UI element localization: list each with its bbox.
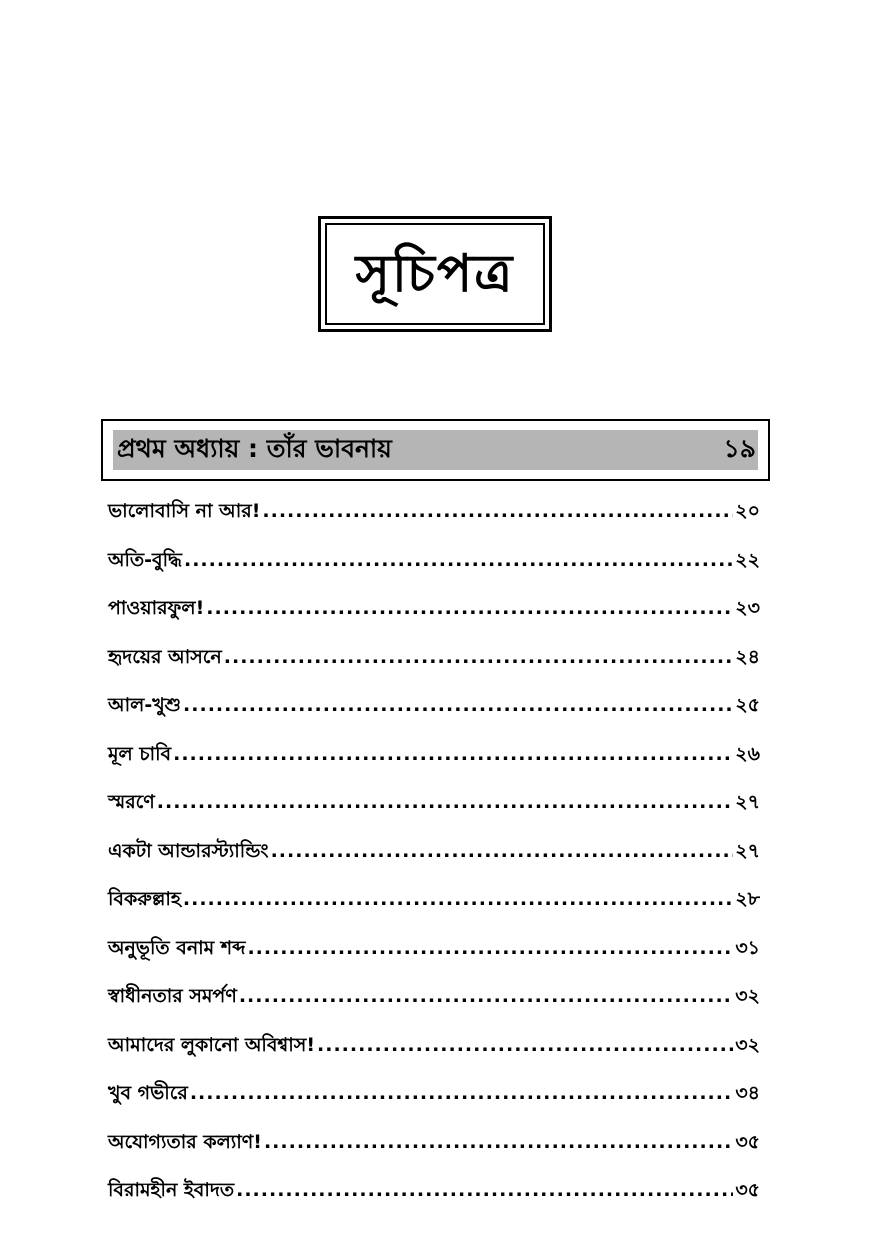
page-title: সূচিপত্র <box>355 243 515 304</box>
toc-entry-title: অনুভূতি বনাম শব্দ <box>108 936 246 959</box>
toc-entry <box>108 778 760 827</box>
toc-entry <box>108 584 760 633</box>
toc-entry-page: ২৭ <box>735 839 760 862</box>
toc-entry-page: ২৩ <box>735 597 760 619</box>
toc-entry <box>108 633 760 682</box>
dot-leader <box>239 972 733 1021</box>
toc-entry-title: আমাদের লুকানো অবিশ্বাস! <box>108 1033 316 1056</box>
toc-entry <box>108 1118 760 1167</box>
toc-entry <box>108 730 760 779</box>
dot-leader <box>236 1166 733 1215</box>
toc-entry-title: বিকরুল্লাহ <box>108 888 181 910</box>
toc-entry-page: ২০ <box>735 500 760 522</box>
toc-entry-page: ২৬ <box>735 742 760 765</box>
toc-entry <box>108 1021 760 1070</box>
toc-entry-title: অতি-বুদ্ধি <box>108 548 182 571</box>
chapter-header <box>101 419 770 481</box>
toc-entry <box>108 1166 760 1215</box>
toc-entry-page: ২৭ <box>735 791 760 813</box>
toc-entry-page: ২২ <box>735 548 760 571</box>
toc-entry-title: বিরামহীন ইবাদত <box>108 1179 235 1201</box>
dot-leader <box>173 730 733 779</box>
chapter-page-number: ১৯ <box>723 433 756 463</box>
dot-leader <box>157 778 733 827</box>
toc-entry-page: ৩১ <box>735 936 760 959</box>
dot-leader <box>184 536 733 585</box>
dot-leader <box>262 487 733 536</box>
toc-entry <box>108 487 760 536</box>
toc-entry-page: ২৪ <box>735 645 760 668</box>
dot-leader <box>247 924 733 973</box>
toc-entry-page: ২৫ <box>735 694 760 716</box>
toc-entry-page: ৩২ <box>735 1033 760 1056</box>
toc-entry-page: ৩৫ <box>735 1179 760 1201</box>
toc-entry-page: ৩২ <box>735 985 760 1007</box>
title-frame <box>318 216 552 332</box>
dot-leader <box>190 1069 734 1118</box>
toc-entry <box>108 924 760 973</box>
toc-entry-title: মূল চাবি <box>108 742 172 765</box>
toc-entry-title: স্বাধীনতার সমর্পণ <box>108 985 237 1007</box>
title-frame-inner <box>325 223 545 325</box>
toc-entry-title: স্মরণে <box>108 791 155 813</box>
toc-entry-title: খুব গভীরে <box>108 1082 188 1104</box>
toc-entry-title: হৃদয়ের আসনে <box>108 645 222 668</box>
toc-entry <box>108 681 760 730</box>
toc-entry-title: পাওয়ারফুল! <box>108 597 205 619</box>
dot-leader <box>224 633 734 682</box>
toc-list <box>108 487 760 1215</box>
toc-entry-title: একটা আন্ডারস্ট্যান্ডিং <box>108 839 269 862</box>
toc-entry-title: আল-খুশু <box>108 694 182 716</box>
toc-entry-title: ভালোবাসি না আর! <box>108 500 261 522</box>
toc-entry-page: ৩৪ <box>735 1082 760 1104</box>
toc-entry <box>108 972 760 1021</box>
toc-entry <box>108 536 760 585</box>
dot-leader <box>183 681 733 730</box>
toc-entry-page: ৩৫ <box>735 1130 760 1153</box>
dot-leader <box>271 827 734 876</box>
toc-entry-title: অযোগ্যতার কল্যাণ! <box>108 1130 262 1153</box>
dot-leader <box>264 1118 733 1167</box>
chapter-header-band <box>113 430 758 470</box>
toc-entry <box>108 875 760 924</box>
dot-leader <box>183 875 733 924</box>
toc-entry <box>108 827 760 876</box>
toc-entry-page: ২৮ <box>735 888 760 910</box>
dot-leader <box>206 584 733 633</box>
toc-entry <box>108 1069 760 1118</box>
chapter-title: প্রথম অধ্যায় : তাঁর ভাবনায় <box>117 433 392 463</box>
dot-leader <box>317 1021 733 1070</box>
